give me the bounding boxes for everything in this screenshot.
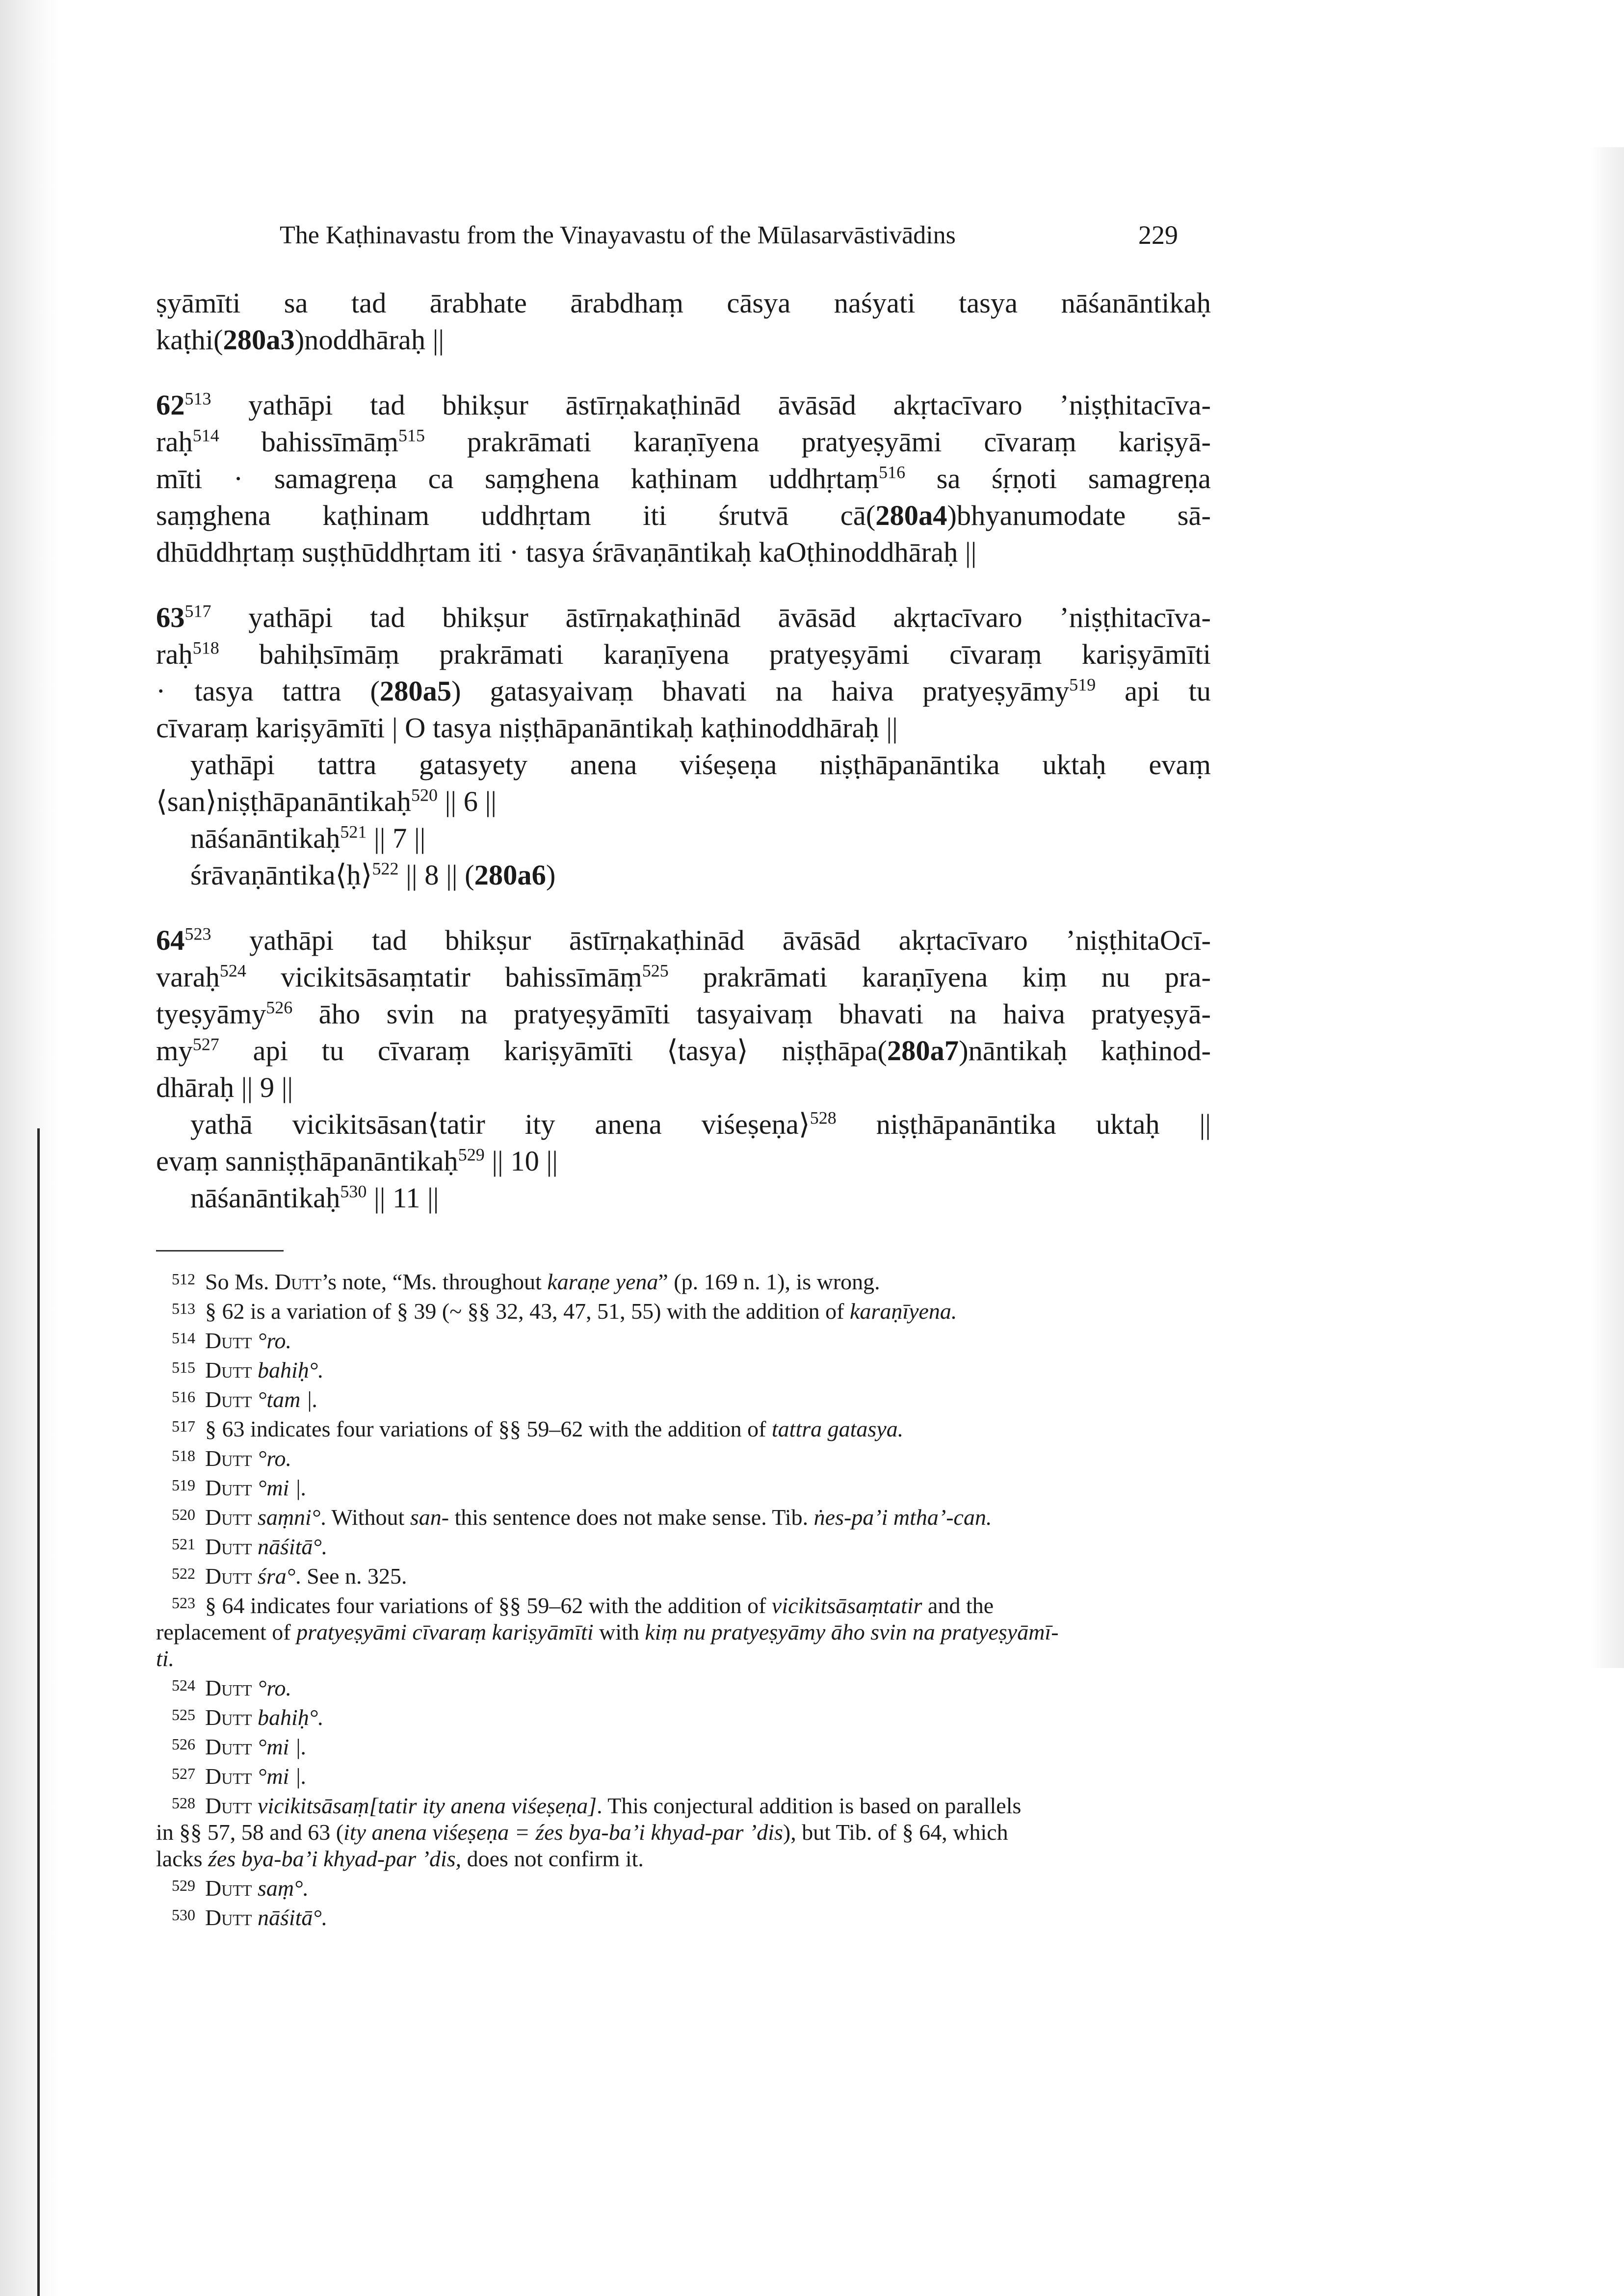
footnote-ref: 514	[192, 425, 219, 445]
text-line: yathā vicikitsāsan⟨tatir ity anena viśeṣeṇa⟩$^{528}$ niṣṭhāpanāntika uktaḥ ||	[190, 1108, 1211, 1140]
scan-shadow-left	[0, 0, 59, 2296]
footnote-ref: 517	[184, 601, 211, 621]
footnote-line: ti.	[156, 1646, 175, 1671]
text-line: $63^{517}$ yathāpi tad bhikṣur āstīrṇakaṭhinād āvāsād akṛtacīvaro ’niṣṭhitacīva-	[156, 601, 1211, 633]
footnote-ref: 521	[340, 822, 367, 842]
footnotes	[156, 1266, 1211, 1931]
text-line: $my^{527}$ api tu cīvaraṃ kariṣyāmīti ⟨tasya⟩ niṣṭhāpa(280a7)nāntikaḥ kaṭhinod-	[156, 1034, 1211, 1067]
footnote-ref: 526	[266, 997, 293, 1018]
text-line: cīvaraṃ kariṣyāmīti | O tasya niṣṭhāpanāntikaḥ kaṭhinoddhāraḥ ||	[156, 712, 898, 744]
binding-edge-line	[37, 1128, 40, 2296]
running-title: The Kaṭhinavastu from the Vinayavastu of the Mūlasarvāstivādins	[280, 221, 956, 249]
footnote-ref: 513	[184, 389, 211, 409]
text-line: tyeṣyāmy$^{526}$ āho svin na pratyeṣyāmīti tasyaivaṃ bhavati na haiva pratyeṣyā-	[156, 997, 1211, 1030]
text-line: $62^{513}$ yathāpi tad bhikṣur āstīrṇakaṭhinād āvāsād akṛtacīvaro ’niṣṭhitacīva-	[156, 389, 1211, 421]
footnote-518: 518 Dutt °ro.	[172, 1446, 292, 1471]
text-line: mīti · samagreṇa ca saṃghena kaṭhinam uddhṛtaṃ$^{516}$ sa śṛṇoti samagreṇa	[156, 462, 1211, 495]
text-line: dhāraḥ || 9 ||	[156, 1071, 293, 1103]
text-line: saṃghena kaṭhinam uddhṛtam iti śrutvā cā(280a4)bhyanumodate sā-	[156, 499, 1211, 531]
footnote-516: 516 Dutt °tam |.	[172, 1387, 318, 1412]
footnote-530: 530 Dutt nāśitā°.	[172, 1905, 328, 1930]
paragraph-63	[156, 599, 1211, 893]
text-line: ṣyāmīti sa tad ārabhate ārabdhaṃ cāsya naśyati tasya nāśanāntikaḥ	[156, 287, 1211, 319]
paragraph-61-end	[156, 285, 1211, 358]
section-number: 64	[156, 924, 185, 956]
text-line: ⟨san⟩niṣṭhāpanāntikaḥ$^{520}$ || 6 ||	[156, 785, 497, 817]
footnote-522: 522 Dutt śra°. See n. 325.	[172, 1564, 407, 1589]
footnote-ref: 515	[398, 425, 425, 445]
footnote-525: 525 Dutt bahiḥ°.	[172, 1705, 324, 1730]
footnote-line: replacement of pratyeṣyāmi cīvaraṃ kariṣyāmīti with kiṃ nu pratyeṣyāmy āho svin na pratyeṣyāmī-	[156, 1619, 1059, 1644]
footnote-line: lacks źes bya-ba’i khyad-par ’dis, does not confirm it.	[156, 1846, 644, 1871]
footnote-ref: 523	[184, 924, 211, 944]
footnote-separator	[156, 1250, 284, 1252]
text-line: yathāpi tattra gatasyety anena viśeṣeṇa niṣṭhāpanāntika uktaḥ evaṃ	[190, 749, 1211, 781]
paragraph-62	[156, 387, 1211, 571]
footnote-line: 528 Dutt vicikitsāsaṃ[tatir ity anena viśeṣeṇa]. This conjectural addition is based on parallels	[172, 1793, 1022, 1818]
text-line: nāśanāntikaḥ$^{521}$ || 7 ||	[190, 822, 426, 854]
text-line: raḥ$^{518}$ bahiḥsīmāṃ prakrāmati karaṇīyena pratyeṣyāmi cīvaraṃ kariṣyāmīti	[156, 638, 1211, 670]
footnote-514: 514 Dutt °ro.	[172, 1328, 292, 1353]
footnote-515: 515 Dutt bahiḥ°.	[172, 1357, 324, 1383]
footnote-ref: 519	[1069, 675, 1096, 695]
text-line: varaḥ$^{524}$ vicikitsāsaṃtatir bahissīmāṃ$^{525}$ prakrāmati karaṇīyena kiṃ nu pra-	[156, 961, 1211, 993]
text-line: raḥ$^{514}$ bahissīmāṃ$^{515}$ prakrāmati karaṇīyena pratyeṣyāmi cīvaraṃ kariṣyā-	[156, 425, 1211, 458]
footnote-ref: 527	[192, 1034, 219, 1054]
section-number: 62	[156, 389, 185, 421]
footnote-ref: 530	[340, 1181, 367, 1201]
footnote-ref: 525	[642, 961, 669, 981]
footnote-517: 517 § 63 indicates four variations of §§ 59–62 with the addition of tattra gatasya.	[172, 1416, 904, 1441]
section-number: 63	[156, 601, 185, 633]
footnote-520: 520 Dutt saṃni°. Without san- this sentence does not make sense. Tib. ṅes-pa’i mtha’-can.	[172, 1505, 992, 1530]
footnote-512: 512 So Ms. Dutt’s note, “Ms. throughout karaṇe yena” (p. 169 n. 1), is wrong.	[172, 1269, 880, 1294]
page-number: 229	[1138, 220, 1178, 250]
footnote-ref: 516	[879, 462, 906, 482]
footnote-521: 521 Dutt nāśitā°.	[172, 1534, 328, 1559]
text-line: nāśanāntikaḥ$^{530}$ || 11 ||	[190, 1181, 439, 1214]
text-line: · tasya tattra (280a5) gatasyaivaṃ bhavati na haiva pratyeṣyāmy$^{519}$ api tu	[156, 675, 1211, 707]
footnote-ref: 520	[411, 785, 438, 805]
footnote-ref: 522	[372, 859, 399, 879]
footnote-526: 526 Dutt °mi |.	[172, 1734, 307, 1759]
footnote-line: 523 § 64 indicates four variations of §§ 59–62 with the addition of vicikitsāsaṃtatir and the	[172, 1593, 994, 1618]
text-line: kaṭhi(280a3)noddhāraḥ ||	[156, 324, 445, 356]
footnote-ref: 524	[219, 961, 246, 981]
scan-shadow-right	[1590, 147, 1624, 1668]
footnote-528	[156, 1790, 1211, 1872]
text-line: evaṃ sanniṣṭhāpanāntikaḥ$^{529}$ || 10 ||	[156, 1145, 558, 1177]
footnote-ref: 528	[810, 1108, 837, 1128]
footnote-524: 524 Dutt °ro.	[172, 1675, 292, 1700]
text-line: śrāvaṇāntika⟨ḥ⟩$^{522}$ || 8 || (280a6)	[190, 859, 556, 891]
footnote-527: 527 Dutt °mi |.	[172, 1764, 307, 1789]
footnote-519: 519 Dutt °mi |.	[172, 1475, 307, 1500]
footnote-ref: 529	[458, 1145, 485, 1165]
footnote-523	[156, 1590, 1211, 1672]
footnote-529: 529 Dutt saṃ°.	[172, 1876, 309, 1901]
paragraph-64	[156, 922, 1211, 1216]
text-line: dhūddhṛtaṃ suṣṭhūddhṛtam iti · tasya śrāvaṇāntikaḥ kaOṭhinoddhāraḥ ||	[156, 536, 977, 568]
footnote-ref: 518	[192, 638, 219, 658]
footnote-line: in §§ 57, 58 and 63 (ity anena viśeṣeṇa = źes bya-ba’i khyad-par ’dis), but Tib. of § 64, which	[156, 1820, 1008, 1845]
main-text	[156, 285, 1211, 1245]
text-line: $64^{523}$ yathāpi tad bhikṣur āstīrṇakaṭhinād āvāsād akṛtacīvaro ’niṣṭhitaOcī-	[156, 924, 1211, 956]
footnote-513: 513 § 62 is a variation of § 39 (~ §§ 32, 43, 47, 51, 55) with the addition of karaṇīyena.	[172, 1299, 957, 1324]
